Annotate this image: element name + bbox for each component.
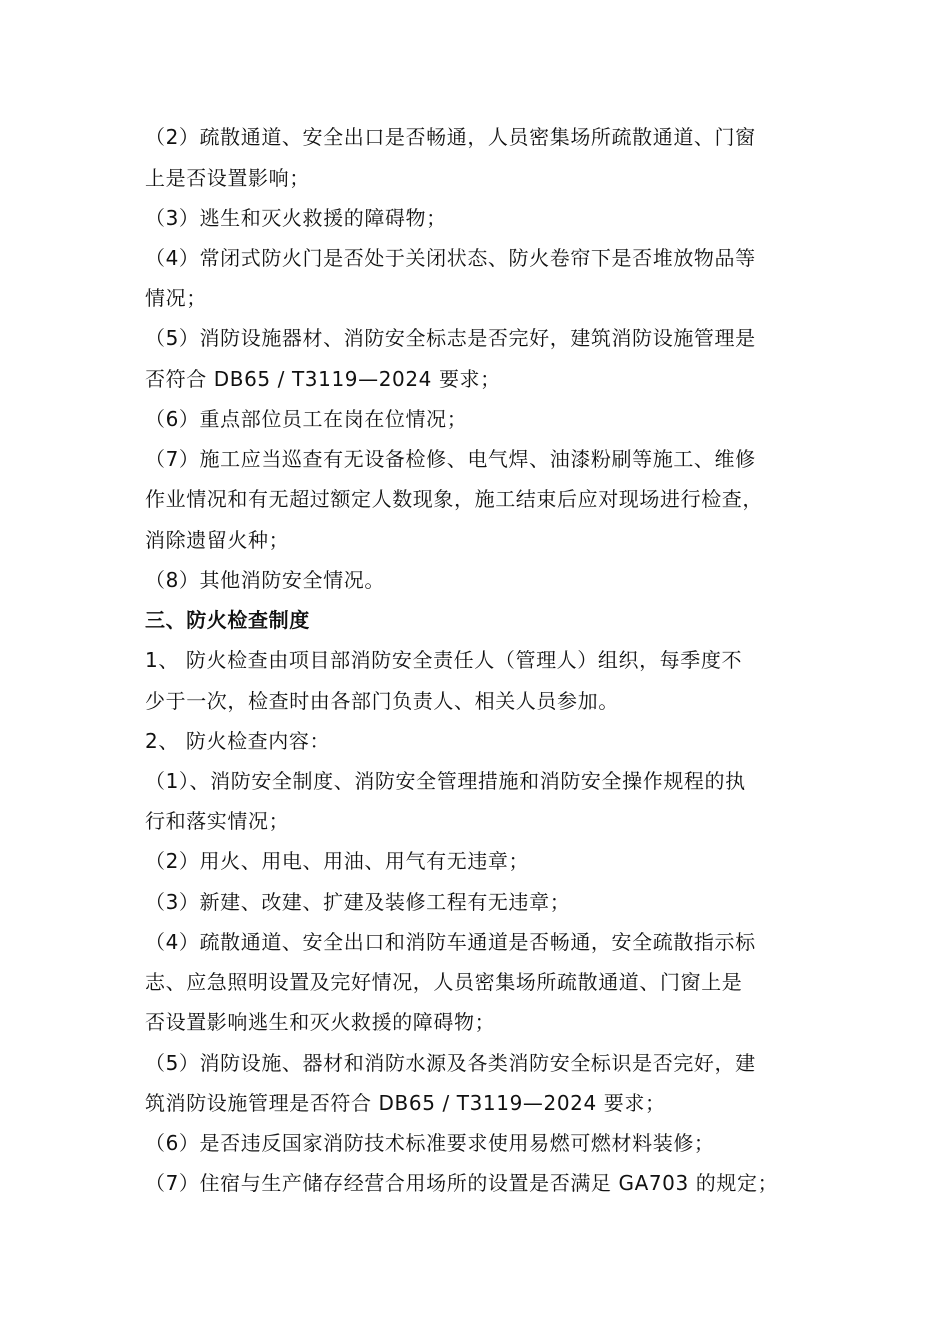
text-line: 上是否设置影响； bbox=[145, 166, 310, 190]
text-line: （3）逃生和灭火救援的障碍物； bbox=[145, 206, 447, 230]
text-line: （7）住宿与生产储存经营合用场所的设置是否满足 GA703 的规定； bbox=[145, 1171, 779, 1195]
text-line: 少于一次，检查时由各部门负责人、相关人员参加。 bbox=[145, 689, 619, 713]
text-line: 志、应急照明设置及完好情况，人员密集场所疏散通道、门窗上是 bbox=[145, 970, 743, 994]
text-line: （2）疏散通道、安全出口是否畅通，人员密集场所疏散通道、门窗 bbox=[145, 125, 756, 149]
section-heading: 三、防火检查制度 bbox=[145, 608, 310, 632]
text-line: 筑消防设施管理是否符合 DB65 / T3119—2024 要求； bbox=[145, 1091, 666, 1115]
text-line: 1、 防火检查由项目部消防安全责任人（管理人）组织，每季度不 bbox=[145, 648, 743, 672]
text-line: （4）疏散通道、安全出口和消防车通道是否畅通，安全疏散指示标 bbox=[145, 930, 756, 954]
text-line: （5）消防设施、器材和消防水源及各类消防安全标识是否完好，建 bbox=[145, 1051, 756, 1075]
text-line: （5）消防设施器材、消防安全标志是否完好，建筑消防设施管理是 bbox=[145, 326, 756, 350]
text-line: 作业情况和有无超过额定人数现象，施工结束后应对现场进行检查， bbox=[145, 487, 763, 511]
text-line: （7）施工应当巡查有无设备检修、电气焊、油漆粉刷等施工、维修 bbox=[145, 447, 756, 471]
text-line: （4）常闭式防火门是否处于关闭状态、防火卷帘下是否堆放物品等 bbox=[145, 246, 756, 270]
text-line: 否符合 DB65 / T3119—2024 要求； bbox=[145, 367, 501, 391]
text-line: 否设置影响逃生和灭火救援的障碍物； bbox=[145, 1010, 496, 1034]
text-line: 行和落实情况； bbox=[145, 809, 290, 833]
text-line: 消除遗留火种； bbox=[145, 528, 290, 552]
text-line: （3）新建、改建、扩建及装修工程有无违章； bbox=[145, 890, 571, 914]
text-line: （6）是否违反国家消防技术标准要求使用易燃可燃材料装修； bbox=[145, 1131, 715, 1155]
text-line: （8）其他消防安全情况。 bbox=[145, 568, 385, 592]
text-line: （1）、消防安全制度、消防安全管理措施和消防安全操作规程的执 bbox=[145, 769, 746, 793]
text-line: （6）重点部位员工在岗在位情况； bbox=[145, 407, 468, 431]
text-line: （2）用火、用电、用油、用气有无违章； bbox=[145, 849, 530, 873]
text-line: 2、 防火检查内容： bbox=[145, 729, 331, 753]
text-line: 情况； bbox=[145, 286, 207, 310]
